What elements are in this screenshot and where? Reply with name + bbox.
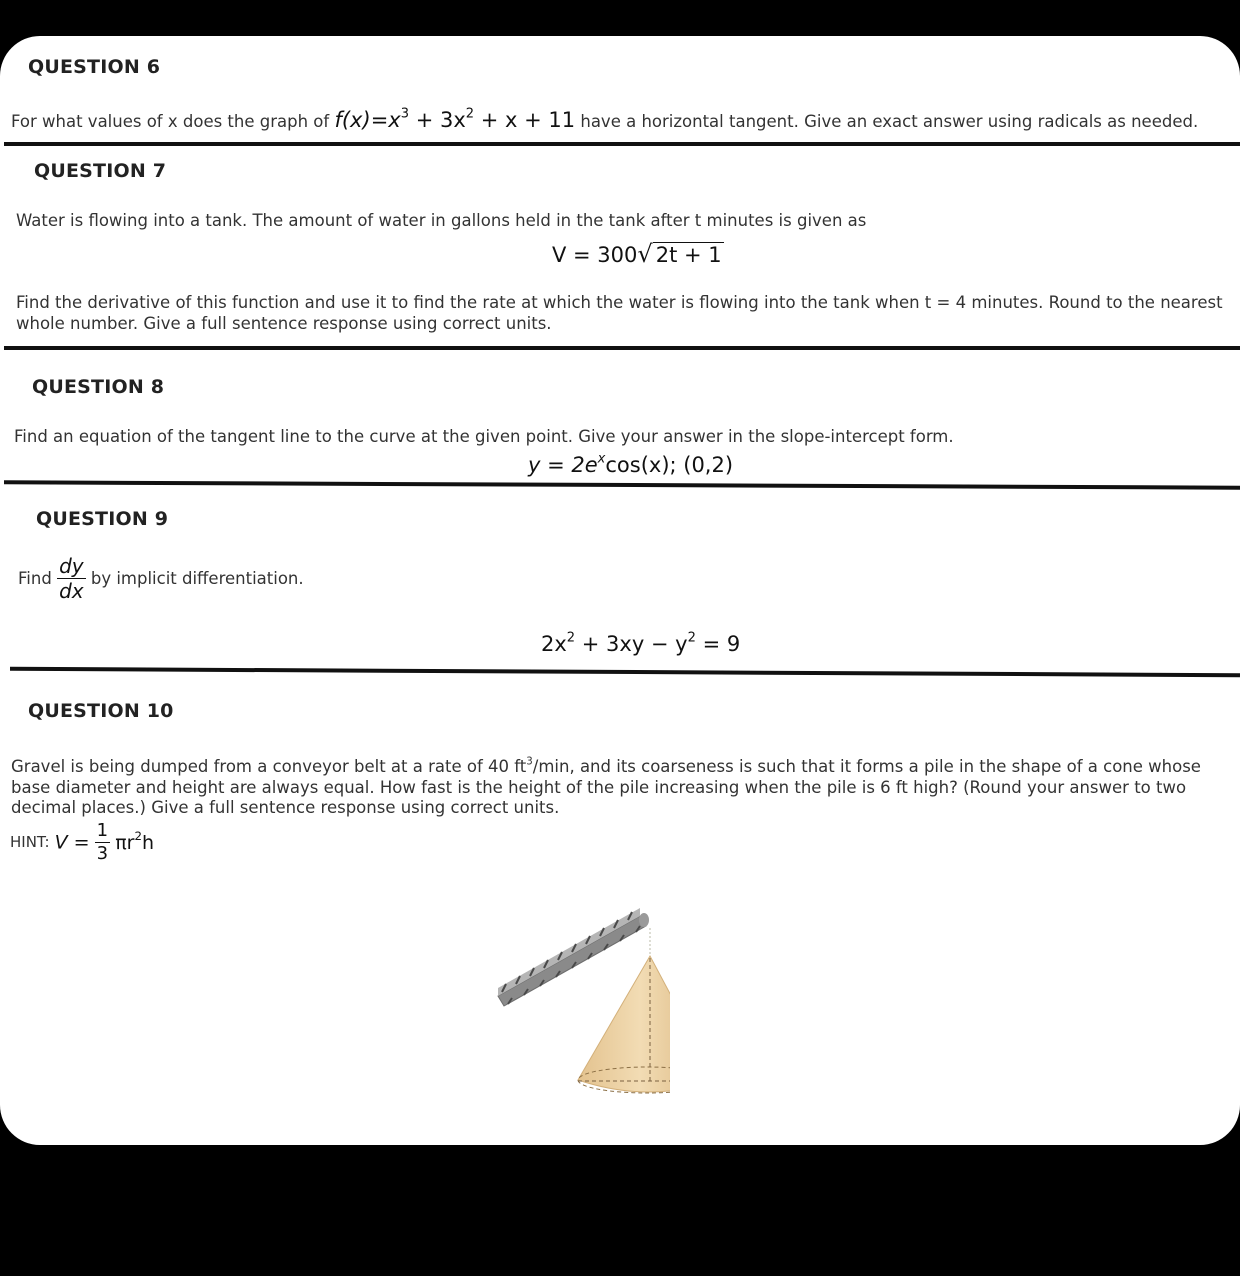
question-8-heading: QUESTION 8 bbox=[32, 376, 165, 398]
q6-fx: f(x) bbox=[334, 108, 371, 132]
divider-6 bbox=[4, 142, 1240, 146]
q9-by-text: by implicit differentiation. bbox=[90, 569, 304, 588]
gravel-cone bbox=[578, 956, 670, 1093]
dx-denominator: dx bbox=[59, 579, 84, 603]
hint-exp: 2 bbox=[134, 828, 142, 843]
question-6-heading: QUESTION 6 bbox=[28, 56, 161, 78]
question-7-equation bbox=[552, 240, 724, 268]
hint-numerator: 1 bbox=[96, 820, 109, 841]
hint-pi-r: πr bbox=[115, 831, 135, 854]
q8-eq-b: cos(x); (0,2) bbox=[605, 453, 734, 477]
question-9-heading: QUESTION 9 bbox=[36, 508, 169, 530]
question-7-body: Find the derivative of this function and use it to find the rate at which the water is flowing into the tank when t = 4 minutes. Round to the nearest whole number. Give a full sentence response using correct units. bbox=[16, 293, 1223, 333]
question-8-text: Find an equation of the tangent line to the curve at the given point. Give your answer in the slope-intercept form. bbox=[14, 427, 954, 446]
q6-exp2: 2 bbox=[465, 106, 475, 122]
hint-v-text: V = bbox=[54, 831, 90, 854]
one-third-fraction bbox=[95, 822, 110, 863]
q8-eq-a: y = 2e bbox=[528, 453, 598, 477]
question-6-text bbox=[11, 106, 1199, 132]
q9-exp2: 2 bbox=[687, 630, 696, 646]
hint-v bbox=[55, 832, 90, 854]
q6-rest: + x + 11 bbox=[480, 108, 576, 132]
q6-x: x bbox=[388, 108, 401, 132]
question-9-equation bbox=[541, 632, 740, 656]
q10-text-a: Gravel is being dumped from a conveyor belt at a rate of 40 ft bbox=[11, 757, 527, 776]
hint-label: HINT: bbox=[10, 833, 50, 851]
question-7-heading: QUESTION 7 bbox=[34, 160, 167, 182]
question-7-intro: Water is flowing into a tank. The amount of water in gallons held in the tank after t minutes is given as bbox=[16, 211, 867, 230]
gravel-conveyor-cone-illustration bbox=[490, 898, 670, 1098]
divider-9 bbox=[10, 667, 1240, 677]
question-8-equation bbox=[528, 453, 733, 477]
dy-numerator: dy bbox=[59, 554, 84, 578]
question-9-text bbox=[18, 556, 304, 601]
hint-rest bbox=[115, 828, 155, 854]
q8-eq-exp: x bbox=[597, 451, 606, 467]
q9-find: Find bbox=[18, 569, 52, 588]
q7-eq-lhs: V = 300 bbox=[552, 243, 638, 267]
hint-denominator: 3 bbox=[96, 843, 109, 864]
divider-8 bbox=[4, 480, 1240, 489]
q6-eq: = bbox=[370, 108, 389, 132]
q9-eq-c: = 9 bbox=[695, 632, 741, 656]
q9-eq-b: + 3xy − y bbox=[575, 632, 688, 656]
conveyor-belt bbox=[498, 908, 649, 1006]
q6-text-before: For what values of x does the graph of bbox=[11, 112, 330, 131]
question-card bbox=[0, 36, 1240, 1145]
divider-7 bbox=[4, 346, 1240, 350]
question-10-heading: QUESTION 10 bbox=[28, 700, 174, 722]
sqrt-symbol: √ bbox=[637, 240, 653, 268]
q6-term2: + 3x bbox=[415, 108, 466, 132]
q6-text-after: have a horizontal tangent. Give an exact answer using radicals as needed. bbox=[580, 112, 1199, 131]
q6-exp3: 3 bbox=[400, 106, 410, 122]
hint-formula bbox=[10, 822, 154, 863]
hint-h: h bbox=[141, 831, 155, 854]
q6-function bbox=[334, 108, 575, 132]
q10-text-b: /min, and its coarseness is such that it forms a pile in the shape of a cone whose base diameter and height are always equal. How fast is the height of the pile increasing when the pile is 6 ft high? (Round your answer to two decimal places.) Give a full sentence response using correct units. bbox=[11, 757, 1201, 817]
question-10-text bbox=[11, 757, 1216, 819]
q10-exp: 3 bbox=[526, 756, 533, 768]
q9-exp1: 2 bbox=[566, 630, 576, 646]
q7-radicand: 2t + 1 bbox=[653, 242, 724, 267]
q9-eq-a: 2x bbox=[541, 632, 567, 656]
dy-dx-fraction bbox=[57, 556, 86, 601]
